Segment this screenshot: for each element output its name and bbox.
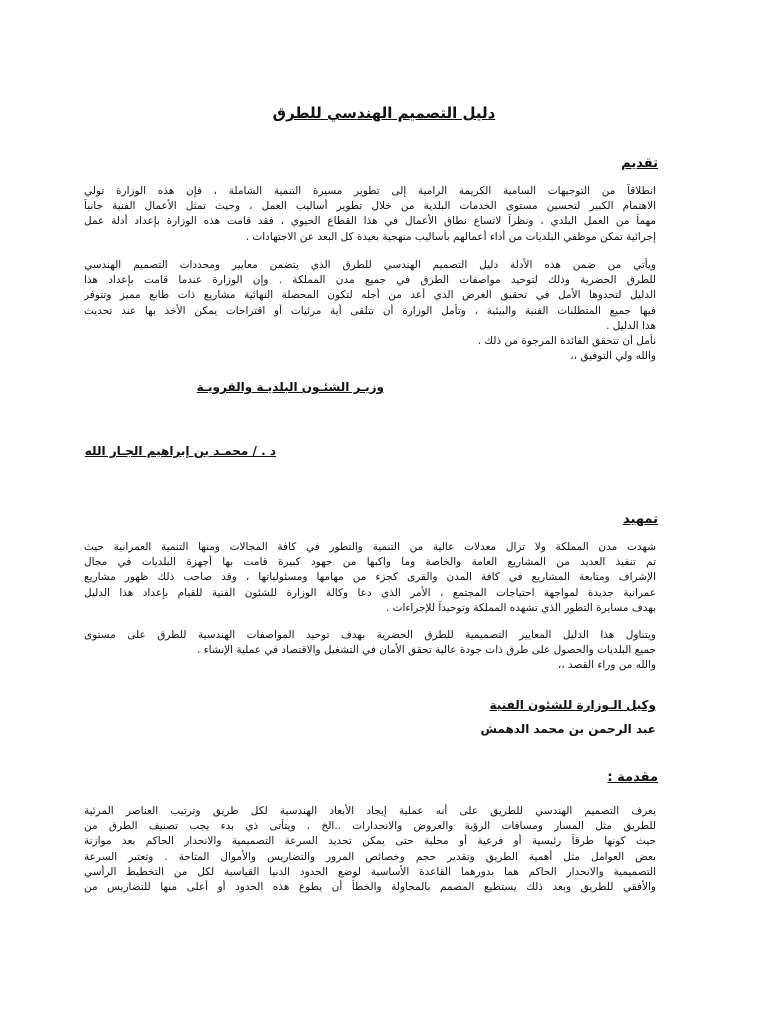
document-title: دليل التصميم الهندسي للطرق — [272, 104, 496, 122]
text-line: هذا الدليل . — [606, 319, 656, 332]
text-line: الاهتمام الكبير لتحسين مستوى الخدمات البلدية من خلال تطوير أساليب العمل ، وحيث تمثل الأعمال الفنية جانباً — [84, 200, 656, 213]
text-line: ويأتي من ضمن هذه الأدلة دليل التصميم الهندسي للطرق الذي يتضمن معايير ومحددات التصميم الهندسي — [84, 259, 656, 271]
deputy-name: عبد الرحمن بن محمد الدهمش — [480, 722, 656, 736]
text-line: حيث كونها طرقاً رئيسية أو فرعية أو محلية حتى يمكن تحديد السرعة التصميمية والانحدار الحاكم بعد موازنة — [84, 835, 656, 848]
preface-paragraph-2 — [84, 628, 656, 674]
text-line: الإشراف ومتابعة المشاريع في كافة المدن والقرى كجزء من مهامها ومسئولياتها ، وقد صاحب ذلك ظهور مشاريع — [84, 571, 656, 584]
text-line: للطرق الحضرية وذلك لتوحيد مواصفات الطرق في جميع مدن المملكة . وإن الوزارة عندما قامت بإعداد هذا — [84, 274, 656, 287]
text-line: الدليل لتحدوها الأمل في تحقيق الغرض الذي أعد من أجله لتكون المحصلة النهائية مشاريع ذات طابع مميز وتتوفر — [84, 289, 656, 302]
text-line: انطلاقاً من التوجيهات السامية الكريمة الرامية إلى تطوير مسيرة التنمية الشاملة ، فإن هذه الوزارة تولي — [84, 185, 656, 197]
text-line: والله من وراء القصد ،، — [557, 659, 656, 672]
intro-paragraph-2 — [84, 258, 656, 364]
intro-paragraph-1 — [84, 184, 656, 245]
text-line: تم تنفيذ العديد من المشاريع العامة والخاصة وما واكبها من جهود كبيرة قامت بها أجهزة البلديات في مجال — [84, 556, 656, 569]
text-line: إجرائية تمكن موظفي البلديات من أداء أعمالهم بأساليب منهجية بعيدة كل البعد عن الاجتهادات . — [245, 230, 656, 243]
text-line: بعض العوامل مثل أهمية الطريق وتقدير حجم وخصائص المرور والتضاريس والأموال المتاحة . وتعتبر السرعة — [84, 850, 656, 863]
text-line: والله ولي التوفيق ،، — [570, 350, 656, 363]
text-line: جميع البلديات والحصول على طرق ذات جودة عالية تحقق الأمان في التشغيل والاقتصاد في عملية الإنشاء . — [197, 644, 656, 657]
introduction-paragraph-1 — [84, 804, 656, 895]
text-line: والأفقي للطريق وبعد ذلك يستطيع المصمم بالمحاولة والخطأ أن يطوع هذه الحدود أو أعلى منها للتضاريس من — [84, 881, 656, 894]
deputy-title: وكيل الـوزارة للشئون الفنية — [489, 698, 656, 712]
text-line: عمرانية جديدة لمواجهة احتياجات المجتمع ، الأمر الذي دعا وكالة الوزارة للشئون الفنية للقيام بإعداد هذا الدليل — [84, 586, 656, 599]
text-line: مهماً من العمل البلدي ، ونظراً لاتساع نطاق الأعمال في هذا القطاع الحيوي ، فقد قامت هذه الوزارة بإعداد أدلة عمل — [84, 215, 656, 228]
text-line: للطريق مثل المسار ومسافات الرؤية والعروض والانحدارات ..الخ . ويتأتى ذي بدء يجب تصنيف الطرق من — [84, 820, 656, 833]
text-line: ويتناول هذا الدليل المعايير التصميمية للطرق الحضرية بهدف توحيد المواصفات الهندسية للطرق على مستوى — [84, 629, 656, 641]
text-line: بهدف مسايرة التطور الذي تشهده المملكة وتوحيداً للإجراءات . — [385, 601, 656, 614]
minister-name: د . / محمـد بن إبراهيم الجـار الله — [84, 444, 276, 458]
intro-heading: تقديم — [621, 156, 658, 171]
preface-heading: تمهيد — [623, 512, 658, 527]
text-line: شهدت مدن المملكة ولا تزال معدلات عالية من التنمية والتطور في كافة المجالات ومنها التنمية العمرانية حيث — [84, 541, 656, 553]
text-line: التصميمية والانحدار الحاكم هما بدورهما القاعدة الأساسية لوضع الحدود الدنيا القياسية لكل من التخطيط الرأسي — [84, 865, 656, 878]
preface-paragraph-1 — [84, 540, 656, 616]
text-line: يعرف التصميم الهندسي للطريق على أنه عملية إيجاد الأبعاد الهندسية لكل طريق وترتيب العناصر المرئية — [84, 805, 656, 817]
text-line: فيها جميع المتطلبات الفنية والبيئية ، وتأمل الوزارة أن تتلقى أية مرئيات أو اقتراحات يمكن الأخذ بها عند تحديث — [84, 304, 656, 317]
introduction-heading: مقدمة : — [607, 770, 658, 785]
text-line: نأمل أن تتحقق الفائدة المرجوة من ذلك . — [477, 335, 656, 348]
minister-title: وزيـر الشئـون البلديـة والقرويـة — [196, 380, 384, 394]
